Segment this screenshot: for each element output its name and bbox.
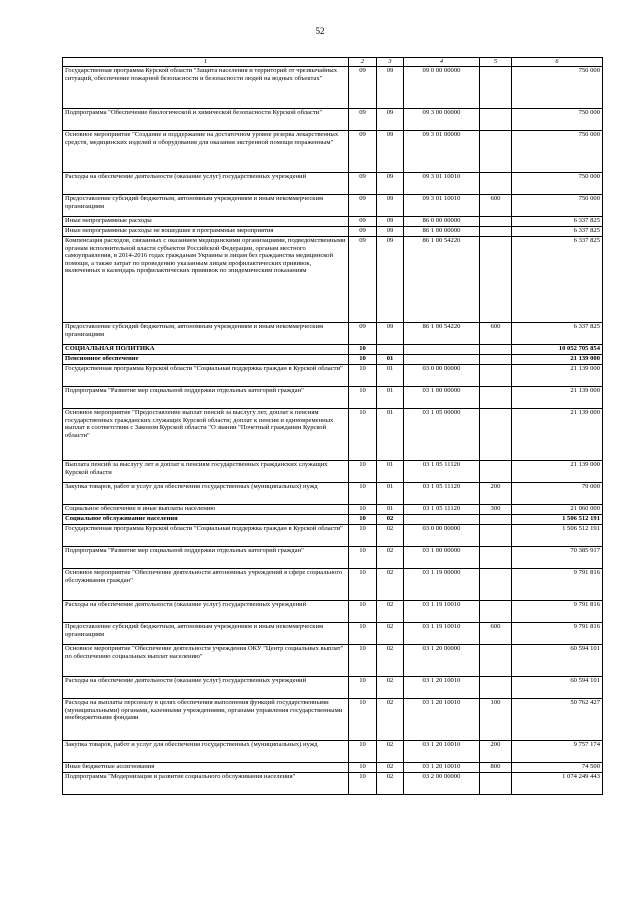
table-row <box>63 483 603 505</box>
amount-cell: 6 337 825 <box>512 217 603 227</box>
subsection-code-cell <box>377 345 404 355</box>
row-name-cell: Пенсионное обеспечение <box>63 355 349 365</box>
target-article-cell: 09 3 01 10010 <box>404 173 480 195</box>
row-name-cell: Подпрограмма "Развитие мер социальной поддержки отдельных категорий граждан" <box>63 547 349 569</box>
amount-cell: 6 337 825 <box>512 237 603 323</box>
row-name-cell: Основное мероприятие "Обеспечение деятельности учреждения ОКУ "Центр социальных выплат" по обеспечению социальных выплат населению" <box>63 645 349 677</box>
expense-type-cell <box>480 645 512 677</box>
subsection-code-cell: 02 <box>377 547 404 569</box>
row-name-cell: Государственная программа Курской области "Социальная поддержка граждан в Курской области" <box>63 525 349 547</box>
section-code-cell: 09 <box>349 67 377 109</box>
row-name-cell: Подпрограмма "Развитие мер социальной поддержки отдельных категорий граждан" <box>63 387 349 409</box>
row-name-cell: СОЦИАЛЬНАЯ ПОЛИТИКА <box>63 345 349 355</box>
expense-type-cell <box>480 131 512 173</box>
row-name-cell: Государственная программа Курской области "Социальная поддержка граждан в Курской области" <box>63 365 349 387</box>
target-article-cell <box>404 355 480 365</box>
section-code-cell: 09 <box>349 237 377 323</box>
target-article-cell: 03 1 20 10010 <box>404 763 480 773</box>
amount-cell: 1 074 249 443 <box>512 773 603 795</box>
section-code-cell: 10 <box>349 461 377 483</box>
table-row <box>63 515 603 525</box>
row-name-cell: Социальное обслуживание населения <box>63 515 349 525</box>
column-header: 5 <box>480 58 512 67</box>
expense-type-cell <box>480 227 512 237</box>
subsection-code-cell: 09 <box>377 323 404 345</box>
target-article-cell: 03 1 19 10010 <box>404 601 480 623</box>
table-row <box>63 699 603 741</box>
section-code-cell: 10 <box>349 355 377 365</box>
table-row <box>63 763 603 773</box>
row-name-cell: Основное мероприятие "Предоставление выплат пенсий за выслугу лет, доплат к пенсиям государственных гражданских служащих Курской области; доплат к пенсии и единовременных выплат в соответствии с Законом Курской области "О звании "Почетный гражданин Курской области" <box>63 409 349 461</box>
expense-type-cell <box>480 237 512 323</box>
section-code-cell: 10 <box>349 601 377 623</box>
expense-type-cell: 200 <box>480 741 512 763</box>
amount-cell: 9 791 816 <box>512 569 603 601</box>
row-name-cell: Закупка товаров, работ и услуг для обеспечения государственных (муниципальных) нужд <box>63 741 349 763</box>
expense-type-cell: 200 <box>480 483 512 505</box>
expense-type-cell <box>480 525 512 547</box>
section-code-cell: 10 <box>349 699 377 741</box>
target-article-cell: 03 0 00 00000 <box>404 365 480 387</box>
target-article-cell: 03 1 20 10010 <box>404 699 480 741</box>
subsection-code-cell: 09 <box>377 237 404 323</box>
row-name-cell: Социальное обеспечение и иные выплаты населению <box>63 505 349 515</box>
expense-type-cell <box>480 217 512 227</box>
subsection-code-cell: 01 <box>377 387 404 409</box>
budget-table <box>62 57 603 795</box>
target-article-cell: 09 3 01 00000 <box>404 131 480 173</box>
table-row <box>63 677 603 699</box>
row-name-cell: Подпрограмма "Модернизация и развитие социального обслуживания населения" <box>63 773 349 795</box>
expense-type-cell <box>480 677 512 699</box>
table-row <box>63 345 603 355</box>
table-row <box>63 773 603 795</box>
subsection-code-cell: 01 <box>377 409 404 461</box>
section-code-cell: 10 <box>349 763 377 773</box>
subsection-code-cell: 09 <box>377 217 404 227</box>
row-name-cell: Расходы на обеспечение деятельности (оказание услуг) государственных учреждений <box>63 601 349 623</box>
column-header: 3 <box>377 58 404 67</box>
column-header: 4 <box>404 58 480 67</box>
subsection-code-cell: 02 <box>377 773 404 795</box>
expense-type-cell <box>480 345 512 355</box>
row-name-cell: Предоставление субсидий бюджетным, автономным учреждениям и иным некоммерческим организациям <box>63 623 349 645</box>
table-row <box>63 355 603 365</box>
target-article-cell <box>404 515 480 525</box>
expense-type-cell: 100 <box>480 699 512 741</box>
target-article-cell: 03 1 05 00000 <box>404 409 480 461</box>
amount-cell: 60 594 101 <box>512 645 603 677</box>
section-code-cell: 10 <box>349 623 377 645</box>
section-code-cell: 10 <box>349 645 377 677</box>
subsection-code-cell: 02 <box>377 741 404 763</box>
target-article-cell: 03 1 19 10010 <box>404 623 480 645</box>
row-name-cell: Компенсация расходов, связанных с оказанием медицинскими организациями, подведомственными органам исполнительной власти субъектов Российской Федерации, органам местного самоуправления, в 2014-2016 годах гражданам Украины и лицам без гражданства медицинской помощи, а также затрат по проведению указанным лицам профилактических прививок, включенных в календарь профилактических прививок по эпидемическим показаниям <box>63 237 349 323</box>
table-row <box>63 227 603 237</box>
row-name-cell: Закупка товаров, работ и услуг для обеспечения государственных (муниципальных) нужд <box>63 483 349 505</box>
target-article-cell: 86 1 00 00000 <box>404 227 480 237</box>
subsection-code-cell: 01 <box>377 365 404 387</box>
amount-cell: 70 385 917 <box>512 547 603 569</box>
table-row <box>63 387 603 409</box>
subsection-code-cell: 02 <box>377 569 404 601</box>
column-header: 6 <box>512 58 603 67</box>
row-name-cell: Предоставление субсидий бюджетным, автономным учреждениям и иным некоммерческим организациям <box>63 323 349 345</box>
section-code-cell: 10 <box>349 525 377 547</box>
table-row <box>63 569 603 601</box>
subsection-code-cell: 01 <box>377 355 404 365</box>
amount-cell: 750 000 <box>512 67 603 109</box>
expense-type-cell: 600 <box>480 323 512 345</box>
section-code-cell: 10 <box>349 515 377 525</box>
target-article-cell <box>404 345 480 355</box>
table-row <box>63 109 603 131</box>
expense-type-cell <box>480 173 512 195</box>
expense-type-cell: 600 <box>480 195 512 217</box>
subsection-code-cell: 02 <box>377 645 404 677</box>
amount-cell: 6 337 825 <box>512 323 603 345</box>
table-row <box>63 505 603 515</box>
subsection-code-cell: 02 <box>377 677 404 699</box>
section-code-cell: 09 <box>349 173 377 195</box>
budget-table-body <box>63 67 603 795</box>
target-article-cell: 03 1 00 00000 <box>404 387 480 409</box>
subsection-code-cell: 09 <box>377 67 404 109</box>
expense-type-cell: 800 <box>480 763 512 773</box>
amount-cell: 1 506 512 191 <box>512 515 603 525</box>
section-code-cell: 10 <box>349 483 377 505</box>
target-article-cell: 86 0 00 00000 <box>404 217 480 227</box>
subsection-code-cell: 02 <box>377 515 404 525</box>
section-code-cell: 10 <box>349 345 377 355</box>
amount-cell: 79 000 <box>512 483 603 505</box>
expense-type-cell: 600 <box>480 623 512 645</box>
column-header: 1 <box>63 58 349 67</box>
table-row <box>63 461 603 483</box>
table-header-row <box>63 58 603 67</box>
table-row <box>63 131 603 173</box>
target-article-cell: 03 1 00 00000 <box>404 547 480 569</box>
section-code-cell: 09 <box>349 227 377 237</box>
table-row <box>63 237 603 323</box>
section-code-cell: 10 <box>349 569 377 601</box>
row-name-cell: Выплата пенсий за выслугу лет и доплат к пенсиям государственных гражданских служащих Курской области <box>63 461 349 483</box>
subsection-code-cell: 09 <box>377 227 404 237</box>
table-row <box>63 409 603 461</box>
amount-cell: 9 791 816 <box>512 623 603 645</box>
row-name-cell: Основное мероприятие "Обеспечение деятельности автономных учреждений в сфере социального обслуживания граждан" <box>63 569 349 601</box>
expense-type-cell <box>480 773 512 795</box>
amount-cell: 9 791 816 <box>512 601 603 623</box>
table-row <box>63 623 603 645</box>
subsection-code-cell: 02 <box>377 763 404 773</box>
subsection-code-cell: 01 <box>377 461 404 483</box>
table-row <box>63 217 603 227</box>
expense-type-cell <box>480 67 512 109</box>
column-header: 2 <box>349 58 377 67</box>
section-code-cell: 10 <box>349 677 377 699</box>
table-row <box>63 365 603 387</box>
row-name-cell: Расходы на обеспечение деятельности (оказание услуг) государственных учреждений <box>63 173 349 195</box>
row-name-cell: Иные бюджетные ассигнования <box>63 763 349 773</box>
target-article-cell: 09 3 00 00000 <box>404 109 480 131</box>
subsection-code-cell: 09 <box>377 131 404 173</box>
target-article-cell: 09 3 01 10010 <box>404 195 480 217</box>
table-row <box>63 601 603 623</box>
table-row <box>63 67 603 109</box>
section-code-cell: 10 <box>349 547 377 569</box>
amount-cell: 9 757 174 <box>512 741 603 763</box>
expense-type-cell <box>480 387 512 409</box>
target-article-cell: 09 0 00 00000 <box>404 67 480 109</box>
subsection-code-cell: 02 <box>377 525 404 547</box>
table-row <box>63 195 603 217</box>
target-article-cell: 03 2 00 00000 <box>404 773 480 795</box>
amount-cell: 21 139 000 <box>512 387 603 409</box>
section-code-cell: 10 <box>349 773 377 795</box>
amount-cell: 6 337 825 <box>512 227 603 237</box>
row-name-cell: Предоставление субсидий бюджетным, автономным учреждениям и иным некоммерческим организациям <box>63 195 349 217</box>
section-code-cell: 10 <box>349 387 377 409</box>
table-row <box>63 645 603 677</box>
target-article-cell: 03 1 05 11120 <box>404 505 480 515</box>
subsection-code-cell: 09 <box>377 109 404 131</box>
row-name-cell: Государственная программа Курской области "Защита населения и территорий от чрезвычайных ситуаций, обеспечение пожарной безопасности и безопасности людей на водных объектах" <box>63 67 349 109</box>
section-code-cell: 09 <box>349 109 377 131</box>
amount-cell: 21 139 000 <box>512 355 603 365</box>
expense-type-cell <box>480 109 512 131</box>
amount-cell: 750 000 <box>512 195 603 217</box>
target-article-cell: 03 1 05 11120 <box>404 461 480 483</box>
target-article-cell: 03 1 05 11120 <box>404 483 480 505</box>
amount-cell: 750 000 <box>512 131 603 173</box>
amount-cell: 21 139 000 <box>512 365 603 387</box>
subsection-code-cell: 09 <box>377 173 404 195</box>
amount-cell: 750 000 <box>512 173 603 195</box>
target-article-cell: 86 1 00 54220 <box>404 323 480 345</box>
target-article-cell: 03 0 00 00000 <box>404 525 480 547</box>
expense-type-cell <box>480 355 512 365</box>
target-article-cell: 03 1 19 00000 <box>404 569 480 601</box>
section-code-cell: 09 <box>349 195 377 217</box>
page-number: 52 <box>315 26 325 36</box>
expense-type-cell <box>480 515 512 525</box>
amount-cell: 21 139 000 <box>512 409 603 461</box>
table-row <box>63 323 603 345</box>
amount-cell: 74 500 <box>512 763 603 773</box>
subsection-code-cell: 01 <box>377 483 404 505</box>
row-name-cell: Подпрограмма "Обеспечение биологической и химической безопасности Курской области" <box>63 109 349 131</box>
subsection-code-cell: 02 <box>377 623 404 645</box>
amount-cell: 750 000 <box>512 109 603 131</box>
target-article-cell: 03 1 20 00000 <box>404 645 480 677</box>
row-name-cell: Основное мероприятие "Создание и поддержание на достаточном уровне резерва лекарственных средств, медицинских изделий и оборудования для оказания экстренной помощи пораженным" <box>63 131 349 173</box>
target-article-cell: 03 1 20 10010 <box>404 677 480 699</box>
subsection-code-cell: 01 <box>377 505 404 515</box>
section-code-cell: 09 <box>349 217 377 227</box>
row-name-cell: Иные непрограммные расходы не вошедшие в программные мероприятия <box>63 227 349 237</box>
table-row <box>63 547 603 569</box>
expense-type-cell <box>480 461 512 483</box>
expense-type-cell <box>480 409 512 461</box>
target-article-cell: 03 1 20 10010 <box>404 741 480 763</box>
expense-type-cell <box>480 365 512 387</box>
row-name-cell: Иные непрограммные расходы <box>63 217 349 227</box>
expense-type-cell <box>480 601 512 623</box>
expense-type-cell <box>480 569 512 601</box>
section-code-cell: 09 <box>349 131 377 173</box>
table-row <box>63 525 603 547</box>
amount-cell: 60 594 101 <box>512 677 603 699</box>
subsection-code-cell: 02 <box>377 601 404 623</box>
amount-cell: 10 052 705 854 <box>512 345 603 355</box>
amount-cell: 21 060 000 <box>512 505 603 515</box>
row-name-cell: Расходы на обеспечение деятельности (оказание услуг) государственных учреждений <box>63 677 349 699</box>
section-code-cell: 10 <box>349 505 377 515</box>
section-code-cell: 10 <box>349 409 377 461</box>
table-row <box>63 173 603 195</box>
target-article-cell: 86 1 00 54220 <box>404 237 480 323</box>
subsection-code-cell: 09 <box>377 195 404 217</box>
subsection-code-cell: 02 <box>377 699 404 741</box>
amount-cell: 21 139 000 <box>512 461 603 483</box>
amount-cell: 1 506 512 191 <box>512 525 603 547</box>
section-code-cell: 10 <box>349 741 377 763</box>
table-row <box>63 741 603 763</box>
section-code-cell: 09 <box>349 323 377 345</box>
expense-type-cell <box>480 547 512 569</box>
amount-cell: 50 762 427 <box>512 699 603 741</box>
section-code-cell: 10 <box>349 365 377 387</box>
expense-type-cell: 300 <box>480 505 512 515</box>
row-name-cell: Расходы на выплаты персоналу в целях обеспечения выполнения функций государственными (муниципальными) органами, казенными учреждениями, органами управления государственными внебюджетными фондами <box>63 699 349 741</box>
